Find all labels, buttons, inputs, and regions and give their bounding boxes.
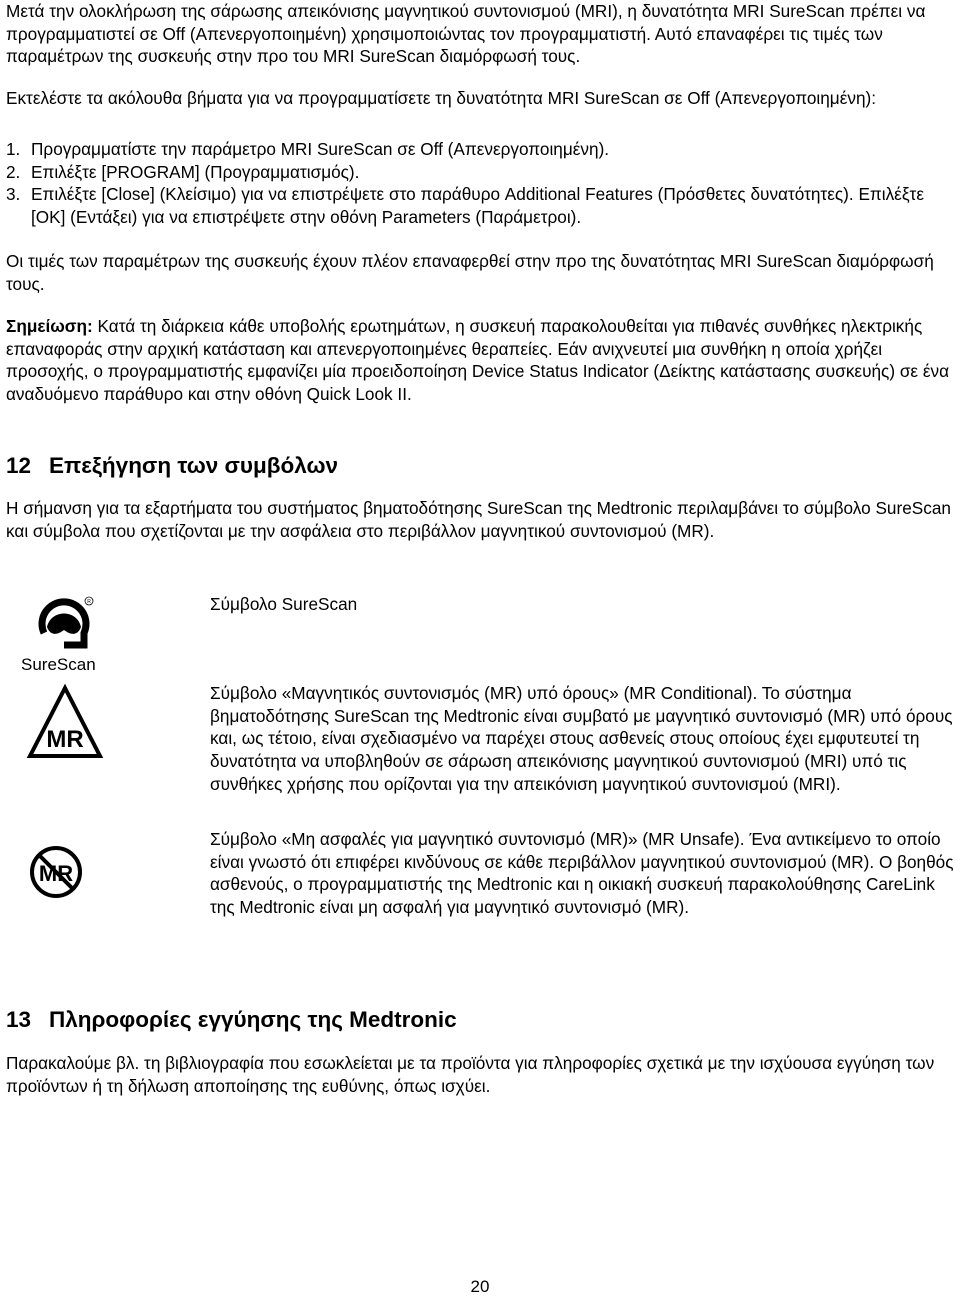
mr-unsafe-icon: [6, 828, 116, 913]
surescan-logo-text: SureScan: [21, 655, 96, 673]
steps-intro-paragraph: Εκτελέστε τα ακόλουθα βήματα για να προγραμματίσετε τη δυνατότητα MRI SureScan σε Off (Απενεργοποιημένη):: [6, 88, 877, 108]
step-number: 1.: [6, 139, 21, 159]
svg-text:R: R: [87, 599, 91, 605]
steps-list: [6, 138, 954, 229]
step-item: [6, 183, 954, 228]
note-text: Κατά τη διάρκεια κάθε υποβολής ερωτημάτων, η συσκευή παρακολουθείται για πιθανές συνθήκες ηλεκτρικής επαναφοράς στην αρχική κατάσταση και απενεργοποιημένες θεραπείες. Εάν ανιχνευτεί μια συνθήκη η οποία χρήζει προσοχής, ο προγραμματιστής εμφανίζει μία προειδοποίηση Device Status Indicator (Δείκτης κατάστασης συσκευής) σε ένα αναδυόμενο παράθυρο και στην οθόνη Quick Look II.: [6, 316, 950, 405]
page-number: 20: [470, 1277, 490, 1296]
restored-paragraph: Οι τιμές των παραμέτρων της συσκευής έχουν πλέον επαναφερθεί στην προ της δυνατότητας MRI SureScan διαμόρφωσή τους.: [6, 251, 934, 294]
section-12-heading: [6, 452, 338, 480]
symbol-description: Σύμβολο «Μη ασφαλές για μαγνητικό συντονισμό (MR)» (MR Unsafe). Ένα αντικείμενο το οποίο είναι γνωστό ότι επιφέρει κινδύνους σε κάθε περιβάλλον μαγνητικού συντονισμού (MR). Ο βοηθός ασθενούς, ο προγραμματιστής της Medtronic και η οικιακή συσκευή παρακολούθησης CareLink της Medtronic είναι μη ασφαλή για μαγνητικό συντονισμό (MR).: [210, 829, 954, 918]
step-item: [6, 161, 954, 184]
section-13-heading: [6, 1006, 457, 1034]
section-13-paragraph: Παρακαλούμε βλ. τη βιβλιογραφία που εσωκλείεται με τα προϊόντα για πληροφορίες σχετικά με την ισχύουσα εγγύηση των προϊόντων ή τη δήλωση αποποίησης της ευθύνης, όπως ισχύει.: [6, 1053, 935, 1096]
step-text: Επιλέξτε [PROGRAM] (Προγραμματισμός).: [31, 161, 360, 182]
symbol-description: Σύμβολο «Μαγνητικός συντονισμός (MR) υπό όρους» (MR Conditional). Το σύστημα βηματοδότησης SureScan της Medtronic είναι συμβατό με μαγνητικό συντονισμό (MR) υπό όρους και, ως τέτοιο, είναι σχεδιασμένο να παρέχει στους ασθενείς στους οποίους έχει εμφυτευτεί τη δυνατότητα να υποβληθούν σε σάρωση απεικόνισης μαγνητικού συντονισμού (MRI) υπό τις συνθήκες χρήσης που ορίζονται για την απεικόνιση μαγνητικού συντονισμού (MRI).: [210, 683, 953, 794]
step-text: Προγραμματίστε την παράμετρο MRI SureScan σε Off (Απενεργοποιημένη).: [31, 139, 610, 159]
surescan-logo-icon: [6, 593, 116, 678]
section-13-number: 13: [6, 1007, 32, 1032]
mr-unsafe-text: MR: [38, 861, 74, 886]
section-12-number: 12: [6, 453, 32, 478]
section-12-title: Επεξήγηση των συμβόλων: [49, 453, 338, 478]
section-13-title: Πληροφορίες εγγύησης της Medtronic: [49, 1007, 457, 1032]
step-text: Επιλέξτε [Close] (Κλείσιμο) για να επιστρέψετε στο παράθυρο Additional Features (Πρόσθετες δυνατότητες). Επιλέξτε [OK] (Εντάξει) για να επιστρέψετε στην οθόνη Parameters (Παράμετροι).: [31, 184, 924, 228]
mr-conditional-icon: [6, 682, 116, 777]
section-12-paragraph: Η σήμανση για τα εξαρτήματα του συστήματος βηματοδότησης SureScan της Medtronic περιλαμβάνει το σύμβολο SureScan και σύμβολα που σχετίζονται με την ασφάλεια στο περιβάλλον μαγνητικού συντονισμού (MR).: [6, 498, 951, 541]
step-number: 3.: [6, 184, 21, 205]
note-label: Σημείωση:: [6, 316, 93, 336]
symbol-description: Σύμβολο SureScan: [210, 594, 358, 614]
intro-paragraph: Μετά την ολοκλήρωση της σάρωσης απεικόνισης μαγνητικού συντονισμού (MRI), η δυνατότητα MRI SureScan πρέπει να προγραμματιστεί σε Off (Απενεργοποιημένη) χρησιμοποιώντας τον προγραμματιστή. Αυτό επαναφέρει τις τιμές των παραμέτρων της συσκευής στην προ του MRI SureScan διαμόρφωσή τους.: [6, 1, 926, 67]
note-paragraph: [6, 315, 954, 406]
mr-conditional-text: MR: [46, 726, 84, 753]
step-item: [6, 138, 954, 161]
step-number: 2.: [6, 161, 21, 182]
